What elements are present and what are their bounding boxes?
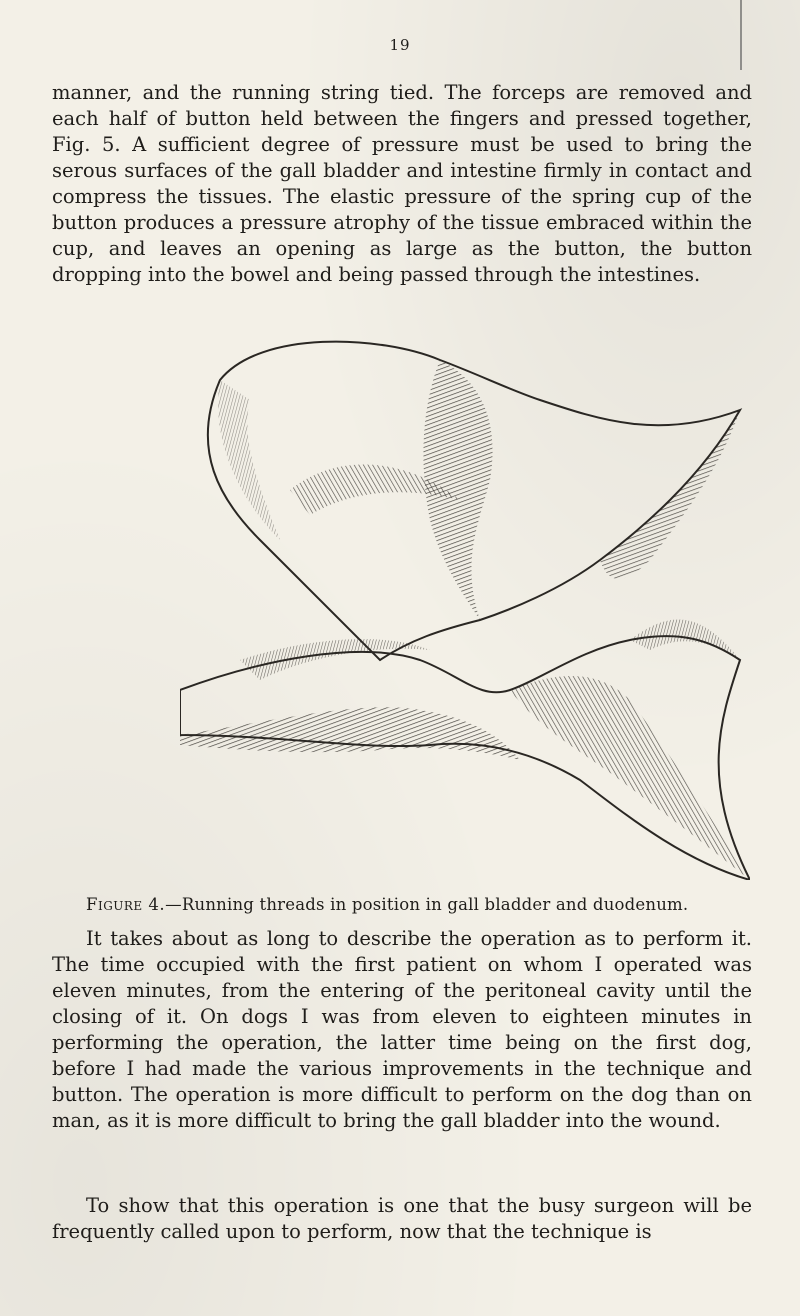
page-number: 19 xyxy=(389,36,411,54)
binding-edge xyxy=(740,0,742,70)
paragraph-3: To show that this operation is one that the busy surgeon will be frequently called upon to perform, now that the technique is xyxy=(52,1194,752,1243)
figure-illustration xyxy=(180,340,750,880)
figure-caption-text: —Running threads in position in gall bladder and duodenum. xyxy=(165,895,689,914)
figure-label: Figure 4. xyxy=(86,895,166,914)
figure-caption xyxy=(86,895,688,914)
paragraph-1: manner, and the running string tied. The forceps are removed and each half of button held between the fingers and pressed together, Fig. 5. A sufficient degree of pressure must be used to bring the serous surfaces of the gall bladder and intestine firmly in contact and compress the tissues. The elastic pressure of the spring cup of the button produces a pressure atrophy of the tissue embraced within the cup, and leaves an opening as large as the button, the button dropping into the bowel and being passed through the intestines. xyxy=(52,81,752,286)
paragraph-2: It takes about as long to describe the operation as to perform it. The time occupied with the first patient on whom I operated was eleven minutes, from the entering of the peritoneal cavity until the closing of it. On dogs I was from eleven to eighteen minutes in performing the operation, the latter time being on the first dog, before I had made the various improvements in the technique and button. The operation is more difficult to perform on the dog than on man, as it is more difficult to bring the gall bladder into the wound. xyxy=(52,927,752,1132)
